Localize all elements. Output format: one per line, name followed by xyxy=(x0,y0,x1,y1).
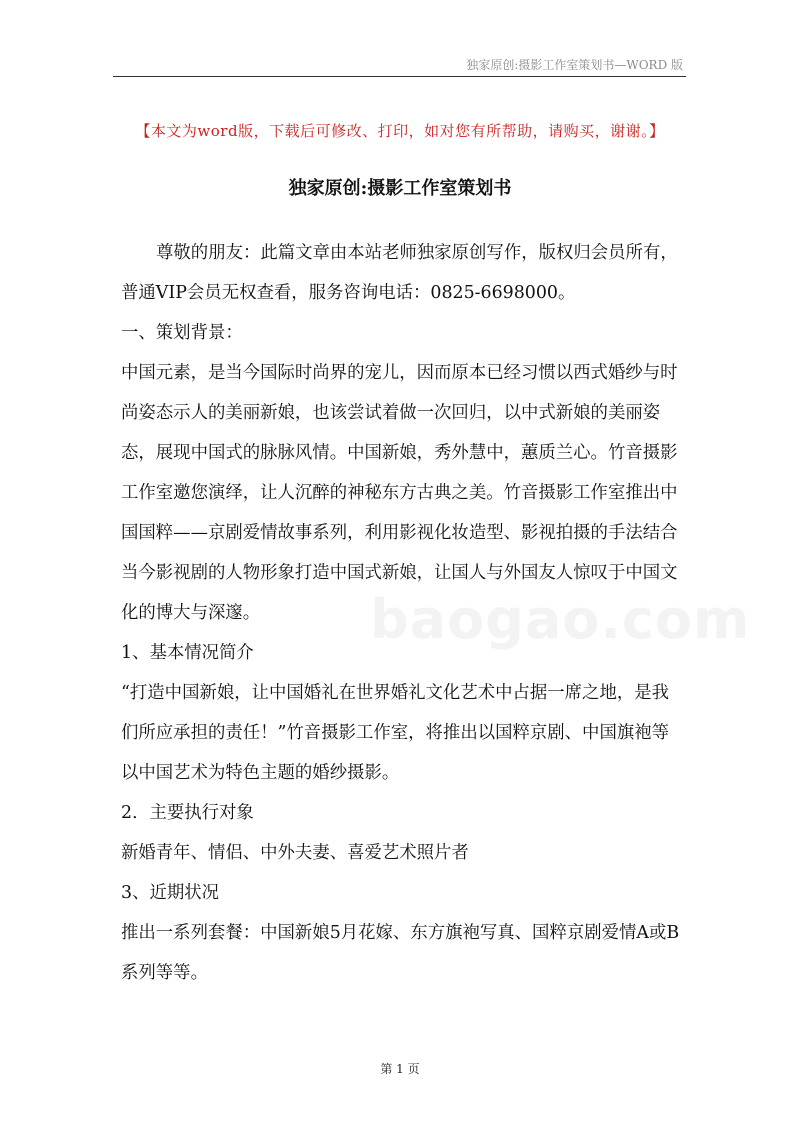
subheading-recent-status: 3、近期状况 xyxy=(121,883,220,903)
target-audience-paragraph: 新婚青年、情侣、中外夫妻、喜爱艺术照片者 xyxy=(121,843,469,863)
basic-info-paragraph: “打造中国新娘，让中国婚礼在世界婚礼文化艺术中占据一席之地，是我们所应承担的责任！”竹音摄影工作室，将推出以国粹京剧、中国旗袍等以中国艺术为特色主题的婚纱摄影。 xyxy=(121,683,670,783)
recent-status-paragraph: 推出一系列套餐：中国新娘5月花嫁、东方旗袍写真、国粹京剧爱情A或B系列等等。 xyxy=(121,923,680,983)
page-number: 第 1 页 xyxy=(380,1062,420,1076)
intro-paragraph: 尊敬的朋友：此篇文章由本站老师独家原创写作，版权归会员所有，普通VIP会员无权查看，服务咨询电话：0825-6698000。 xyxy=(121,243,678,303)
document-body xyxy=(121,233,686,993)
watermark: baogao.com xyxy=(370,588,751,651)
section-heading-background: 一、策划背景： xyxy=(121,323,243,343)
subheading-target-audience: 2．主要执行对象 xyxy=(121,803,254,823)
download-notice: 【本文为word版，下载后可修改、打印，如对您有所帮助，请购买，谢谢。】 xyxy=(135,122,665,140)
subheading-basic-info: 1、基本情况简介 xyxy=(121,643,254,663)
running-header: 独家原创:摄影工作室策划书—WORD 版 xyxy=(466,58,683,72)
header-divider xyxy=(113,76,686,77)
background-paragraph: 中国元素，是当今国际时尚界的宠儿，因而原本已经习惯以西式婚纱与时尚姿态示人的美丽新娘，也该尝试着做一次回归，以中式新娘的美丽姿态，展现中国式的脉脉风情。中国新娘，秀外慧中，蕙质兰心。竹音摄影工作室邀您演绎，让人沉醉的神秘东方古典之美。竹音摄影工作室推出中国国粹——京剧爱情故事系列，利用影视化妆造型、影视拍摄的手法结合当今影视剧的人物形象打造中国式新娘，让国人与外国友人惊叹于中国文化的博大与深邃。 xyxy=(121,363,678,623)
document-title: 独家原创:摄影工作室策划书 xyxy=(288,178,512,199)
